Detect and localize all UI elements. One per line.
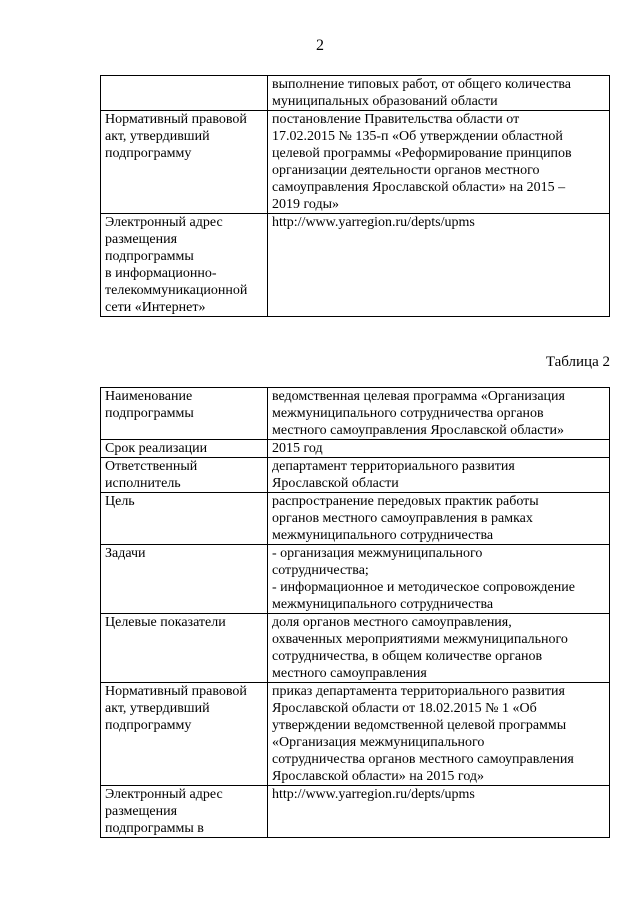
cell-line: Электронный адрес xyxy=(105,215,223,230)
cell-line: «Организация межмуниципального xyxy=(272,735,485,750)
row-label-cell xyxy=(101,440,268,458)
cell-line: распространение передовых практик работы xyxy=(272,494,539,509)
cell-line: сотрудничества; xyxy=(272,563,369,578)
cell-line: организации деятельности органов местного xyxy=(272,163,540,178)
row-label-cell xyxy=(101,614,268,683)
cell-line: постановление Правительства области от xyxy=(272,112,520,127)
row-value-cell xyxy=(268,545,610,614)
cell-line: выполнение типовых работ, от общего количества xyxy=(272,77,571,92)
table-row xyxy=(101,214,610,317)
row-value-cell xyxy=(268,111,610,214)
row-value-cell xyxy=(268,614,610,683)
table2-body xyxy=(101,388,610,838)
cell-line: подпрограммы в xyxy=(105,821,204,836)
row-value-cell xyxy=(268,440,610,458)
row-value-cell xyxy=(268,458,610,493)
table-row xyxy=(101,111,610,214)
table-row xyxy=(101,786,610,838)
cell-line: местного самоуправления Ярославской области» xyxy=(272,423,565,438)
cell-line: Задачи xyxy=(105,546,146,561)
page-number: 2 xyxy=(316,37,324,54)
row-label-cell xyxy=(101,76,268,111)
cell-line: органов местного самоуправления в рамках xyxy=(272,511,533,526)
cell-line: Ярославской области» на 2015 год» xyxy=(272,769,485,784)
cell-line: межмуниципального сотрудничества xyxy=(272,528,494,543)
row-label-cell xyxy=(101,683,268,786)
row-value-cell xyxy=(268,388,610,440)
cell-line: - организация межмуниципального xyxy=(272,546,483,561)
row-label-cell xyxy=(101,458,268,493)
cell-line: исполнитель xyxy=(105,476,181,491)
cell-line: Ответственный xyxy=(105,459,198,474)
table-row xyxy=(101,614,610,683)
cell-line: Электронный адрес xyxy=(105,787,223,802)
cell-line: http://www.yarregion.ru/depts/upms xyxy=(272,787,475,802)
cell-line: Нормативный правовой xyxy=(105,112,247,127)
cell-line: подпрограммы xyxy=(105,249,194,264)
cell-line: размещения xyxy=(105,804,178,819)
row-label-cell xyxy=(101,214,268,317)
cell-line: сотрудничества, в общем количестве органов xyxy=(272,649,543,664)
cell-line: телекоммуникационной xyxy=(105,283,248,298)
passport-table-2 xyxy=(100,387,610,838)
cell-line: сотрудничества органов местного самоуправления xyxy=(272,752,574,767)
cell-line: подпрограмму xyxy=(105,146,192,161)
row-value-cell xyxy=(268,214,610,317)
cell-line: акт, утвердивший xyxy=(105,129,210,144)
table-row xyxy=(101,388,610,440)
row-label-cell xyxy=(101,493,268,545)
cell-line: межмуниципального сотрудничества органов xyxy=(272,406,544,421)
row-value-cell xyxy=(268,493,610,545)
cell-line: департамент территориального развития xyxy=(272,459,515,474)
table1-body xyxy=(101,76,610,317)
cell-line: 2019 годы» xyxy=(272,197,340,212)
cell-line: утверждении ведомственной целевой программы xyxy=(272,718,567,733)
cell-line: Целевые показатели xyxy=(105,615,226,630)
cell-line: межмуниципального сотрудничества xyxy=(272,597,494,612)
row-value-cell xyxy=(268,786,610,838)
row-label-cell xyxy=(101,111,268,214)
cell-line: муниципальных образований области xyxy=(272,94,498,109)
cell-line: приказ департамента территориального развития xyxy=(272,684,565,699)
cell-line: акт, утвердивший xyxy=(105,701,210,716)
row-value-cell xyxy=(268,683,610,786)
cell-line: Срок реализации xyxy=(105,441,208,456)
table-row xyxy=(101,493,610,545)
cell-line: - информационное и методическое сопровождение xyxy=(272,580,575,595)
cell-line: доля органов местного самоуправления, xyxy=(272,615,512,630)
cell-line: Цель xyxy=(105,494,135,509)
table-row xyxy=(101,458,610,493)
cell-line: местного самоуправления xyxy=(272,666,427,681)
table-row xyxy=(101,76,610,111)
cell-line: подпрограмму xyxy=(105,718,192,733)
row-label-cell xyxy=(101,786,268,838)
passport-table-continued xyxy=(100,75,610,317)
table-row xyxy=(101,683,610,786)
cell-line: 17.02.2015 № 135-п «Об утверждении областной xyxy=(272,129,563,144)
cell-line: Ярославской области xyxy=(272,476,399,491)
cell-line: Наименование xyxy=(105,389,193,404)
cell-line: 2015 год xyxy=(272,441,323,456)
cell-line: размещения xyxy=(105,232,178,247)
cell-line: самоуправления Ярославской области» на 2015 – xyxy=(272,180,566,195)
row-label-cell xyxy=(101,545,268,614)
cell-line: ведомственная целевая программа «Организация xyxy=(272,389,565,404)
cell-line: подпрограммы xyxy=(105,406,194,421)
row-label-cell xyxy=(101,388,268,440)
cell-line: в информационно- xyxy=(105,266,217,281)
cell-line: http://www.yarregion.ru/depts/upms xyxy=(272,215,475,230)
cell-line: Нормативный правовой xyxy=(105,684,247,699)
cell-line: Ярославской области от 18.02.2015 № 1 «Об xyxy=(272,701,537,716)
table-row xyxy=(101,440,610,458)
cell-line: целевой программы «Реформирование принципов xyxy=(272,146,572,161)
cell-line: охваченных мероприятиями межмуниципального xyxy=(272,632,568,647)
cell-line: сети «Интернет» xyxy=(105,300,206,315)
table-row xyxy=(101,545,610,614)
table2-caption: Таблица 2 xyxy=(545,354,610,370)
row-value-cell xyxy=(268,76,610,111)
